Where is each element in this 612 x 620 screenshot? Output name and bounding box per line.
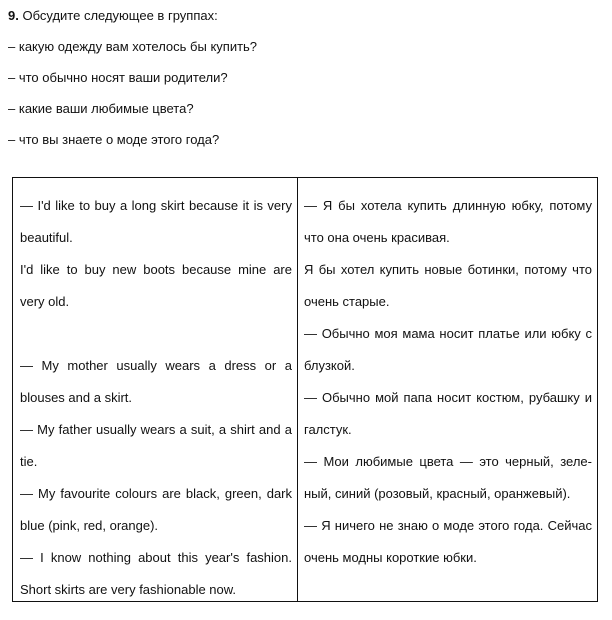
russian-column [298,178,597,601]
russian-answer-colours: — Мои любимые цвета — это черный, зеле-ный, синий (розовый, красный, оранжевый). [304,454,592,501]
english-answer-father: — My father usually wears a suit, a shirt and a tie. [20,422,292,469]
answer-table [12,177,598,602]
question-4: – что вы знаете о моде этого года? [8,132,220,147]
question-3: – какие ваши любимые цвета? [8,101,194,116]
english-column [13,178,298,601]
english-answer-fashion: — I know nothing about this year's fashion. Short skirts are very fashionable now. [20,550,292,597]
task-instruction: Обсудите следующее в группах: [22,8,218,23]
english-answer-colours: — My favourite colours are black, green, dark blue (pink, red, orange). [20,486,292,533]
russian-answer-boots: Я бы хотел купить новые ботинки, потому что очень старые. [304,262,592,309]
russian-answer-skirt: — Я бы хотела купить длинную юбку, потому что она очень красивая. [304,198,592,245]
russian-answer-father: — Обычно мой папа носит костюм, рубашку и галстук. [304,390,592,437]
english-answer-skirt: — I'd like to buy a long skirt because it is very beautiful. [20,198,292,245]
russian-answer-fashion: — Я ничего не знаю о моде этого года. Сейчас очень модны короткие юбки. [304,518,592,565]
english-answer-boots: I'd like to buy new boots because mine are very old. [20,262,292,309]
english-answer-mother: — My mother usually wears a dress or a blouses and a skirt. [20,358,292,405]
question-2: – что обычно носят ваши родители? [8,70,228,85]
question-1: – какую одежду вам хотелось бы купить? [8,39,258,54]
task-title [8,4,598,35]
task-header [8,4,598,159]
russian-answer-mother: — Обычно моя мама носит платье или юбку с блузкой. [304,326,592,373]
task-number: 9. [8,8,19,23]
column-spacer [20,318,292,350]
